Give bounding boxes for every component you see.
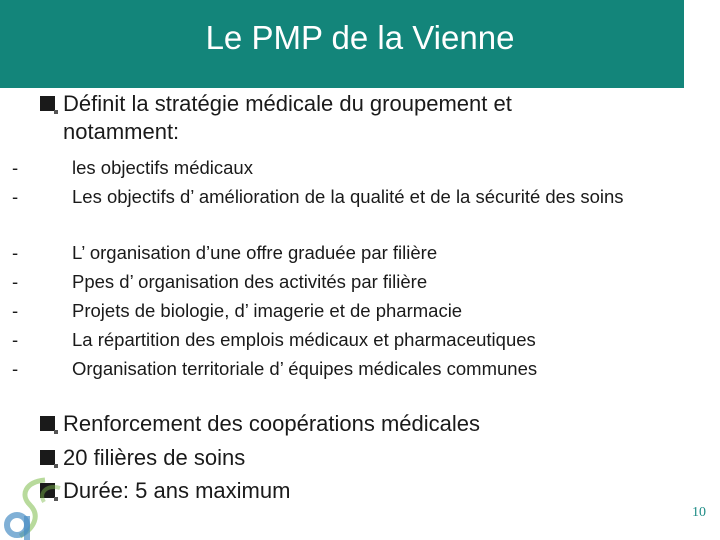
sub-bullet: - les objectifs médicaux [10,154,702,182]
page-number: 10 [692,505,706,520]
dash-marker: - [12,186,19,207]
sub-bullet: - Organisation territoriale d’ équipes médicales communes [10,355,702,383]
dash-marker: - [12,300,19,321]
checkbox-bullet-icon [40,96,55,111]
sub-bullet: - Les objectifs d’ amélioration de la qualité et de la sécurité des soins [10,183,702,211]
sub-bullet: - Projets de biologie, d’ imagerie et de pharmacie [10,297,702,325]
bottom-bullet: Durée: 5 ans maximum [40,477,623,505]
checkbox-bullet-icon [40,450,55,465]
checkbox-bullet-icon [40,416,55,431]
dash-marker: - [12,271,19,292]
bottom-bullet: 20 filières de soins [40,444,623,472]
dash-marker: - [12,157,19,178]
sub-bullet: - Ppes d’ organisation des activités par filière [10,268,702,296]
slide-title: Le PMP de la Vienne [205,19,515,56]
intro-bullet: Définit la stratégie médicale du groupement et notamment: [40,90,623,146]
ars-logo-icon [0,470,80,540]
dash-marker: - [12,242,19,263]
sub-bullet: - L’ organisation d’une offre graduée par filière [10,239,702,267]
bottom-bullet: Renforcement des coopérations médicales [40,410,623,438]
dash-marker: - [12,358,19,379]
sub-bullet: - La répartition des emplois médicaux et pharmaceutiques [10,326,702,354]
dash-marker: - [12,329,19,350]
